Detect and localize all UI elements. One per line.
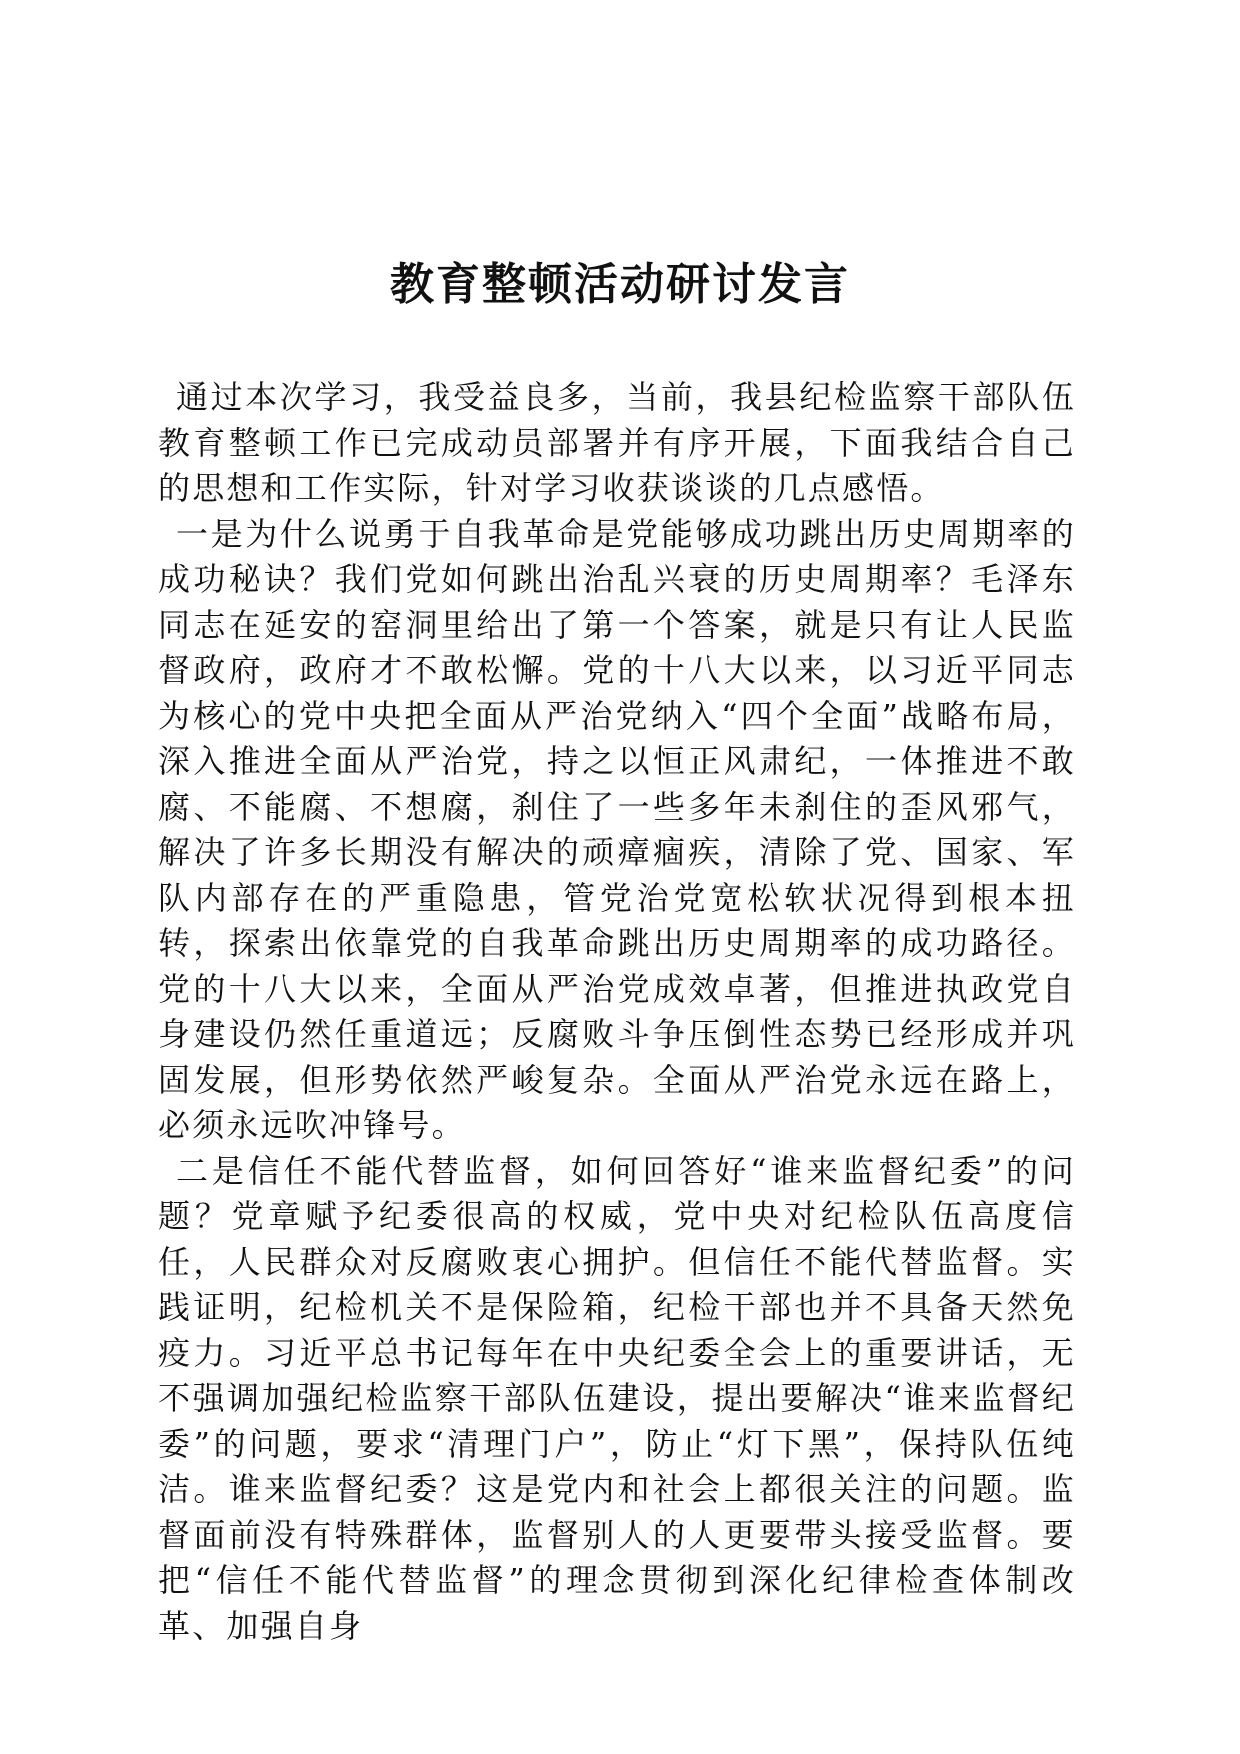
paragraph-point-two: 二是信任不能代替监督，如何回答好“谁来监督纪委”的问题？党章赋予纪委很高的权威，党中央对纪检队伍高度信任，人民群众对反腐败衷心拥护。但信任不能代替监督。实践证明，纪检机关不是保险箱，纪检干部也并不具备天然免疫力。习近平总书记每年在中央纪委全会上的重要讲话，无不强调加强纪检监察干部队伍建设，提出要解决“谁来监督纪委”的问题，要求“清理门户”，防止“灯下黑”，保持队伍纯洁。谁来监督纪委？这是党内和社会上都很关注的问题。监督面前没有特殊群体，监督别人的人更要带头接受监督。要把“信任不能代替监督”的理念贯彻到深化纪律检查体制改革、加强自身 <box>158 1151 1076 1645</box>
paragraph-intro: 通过本次学习，我受益良多，当前，我县纪检监察干部队伍教育整顿工作已完成动员部署并有序开展，下面我结合自己的思想和工作实际，针对学习收获谈谈的几点感悟。 <box>158 378 1076 507</box>
document-title: 教育整顿活动研讨发言 <box>390 259 850 310</box>
document-body <box>158 375 1076 1649</box>
paragraph-point-one: 一是为什么说勇于自我革命是党能够成功跳出历史周期率的成功秘诀？我们党如何跳出治乱兴衰的历史周期率？毛泽东同志在延安的窑洞里给出了第一个答案，就是只有让人民监督政府，政府才不敢松懈。党的十八大以来，以习近平同志为核心的党中央把全面从严治党纳入“四个全面”战略布局，深入推进全面从严治党，持之以恒正风肃纪，一体推进不敢腐、不能腐、不想腐，刹住了一些多年未刹住的歪风邪气，解决了许多长期没有解决的顽瘴痼疾，清除了党、国家、军队内部存在的严重隐患，管党治党宽松软状况得到根本扭转，探索出依靠党的自我革命跳出历史周期率的成功路径。党的十八大以来，全面从严治党成效卓著，但推进执政党自身建设仍然任重道远；反腐败斗争压倒性态势已经形成并巩固发展，但形势依然严峻复杂。全面从严治党永远在路上，必须永远吹冲锋号。 <box>158 514 1076 1144</box>
